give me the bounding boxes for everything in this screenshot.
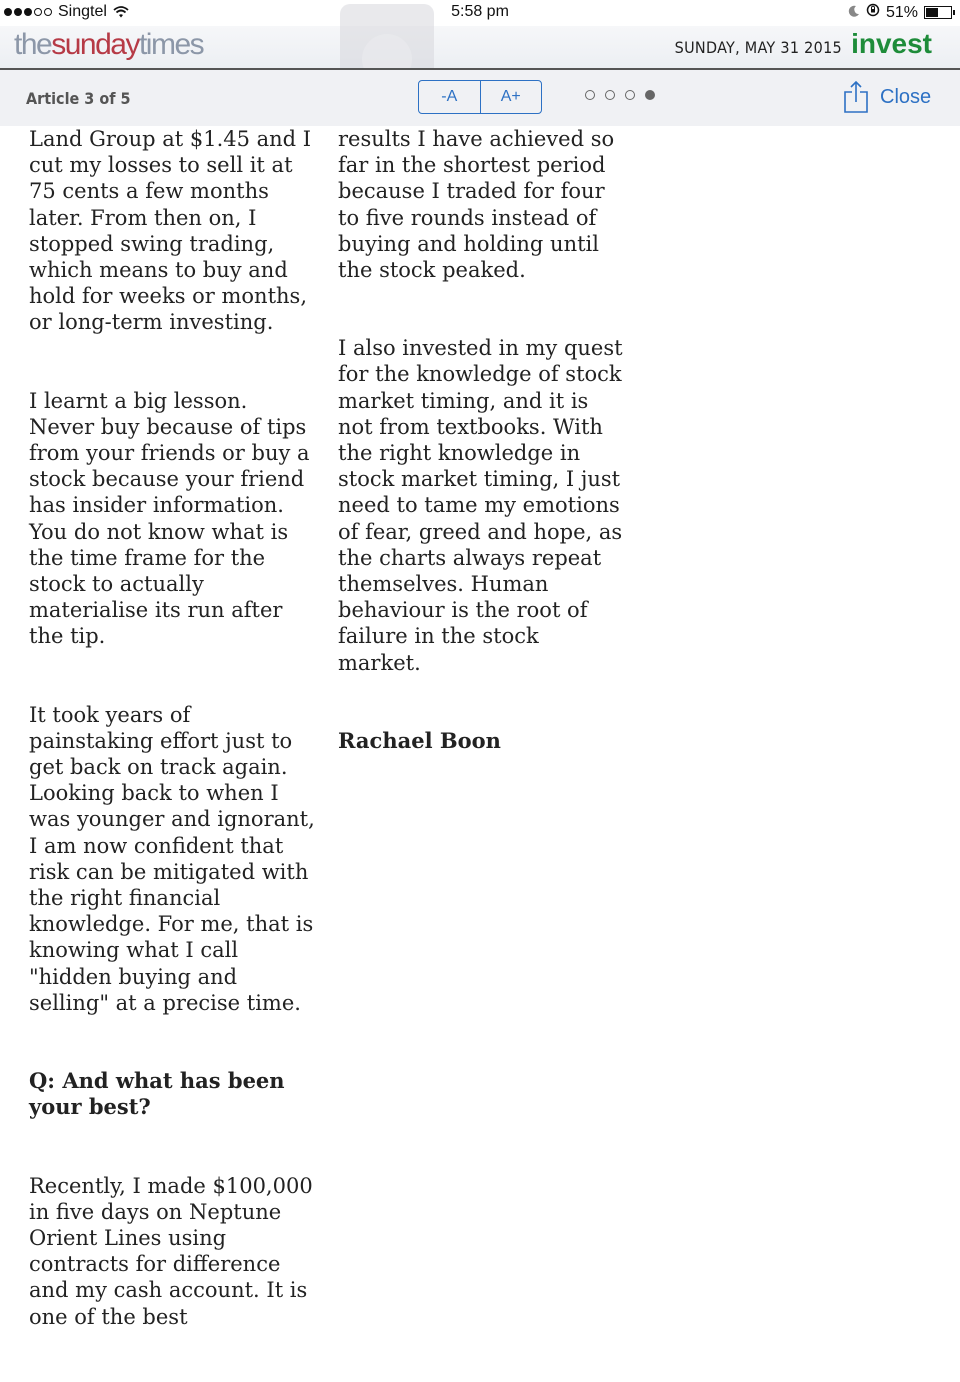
article-column-right — [338, 126, 628, 806]
status-time: 5:58 pm — [451, 3, 509, 20]
page-dot-2[interactable] — [605, 90, 615, 100]
interview-question: Q: And what has been your best? — [29, 1068, 285, 1120]
status-bar — [0, 0, 960, 26]
author-name: Rachael Boon — [338, 727, 501, 753]
page-dot-4[interactable] — [645, 90, 655, 100]
newspaper-logo: thesundaytimes — [14, 28, 204, 61]
page-dot-1[interactable] — [585, 90, 595, 100]
section-title: invest — [851, 28, 932, 59]
moon-icon — [848, 4, 860, 22]
article-toolbar — [0, 70, 960, 126]
share-icon[interactable] — [843, 80, 869, 114]
masthead — [0, 26, 960, 68]
font-decrease-button[interactable]: -A — [441, 88, 458, 105]
article-counter: Article 3 of 5 — [26, 89, 131, 108]
battery-icon — [924, 6, 952, 19]
paragraph: I also invested in my quest for the knowledge of stock market timing, and it is not from textbooks. With the right knowledge in stock market timing, I just need to tame my emotions of fear, greed and hope, as the charts always repeat themselves. Human behaviour is the root of failure in the stock market. — [338, 336, 623, 675]
status-right — [848, 3, 952, 22]
paragraph: Recently, I made $100,000 in five days on Neptune Orient Lines using contracts for difference and my cash account. It is one of the best — [29, 1173, 313, 1329]
rotation-lock-icon — [866, 3, 880, 22]
paragraph: I learnt a big lesson. Never buy because of tips from your friends or buy a stock because your friend has insider information. You do not know what is the time frame for the stock to actually materialise its run after the tip. — [29, 388, 310, 649]
paragraph: results I have achieved so far in the shortest period because I traded for four to five rounds instead of buying and holding until the stock peaked. — [338, 127, 615, 283]
issue-date: SUNDAY, MAY 31 2015 — [674, 38, 842, 57]
page-indicator[interactable] — [585, 90, 655, 100]
page-dot-3[interactable] — [625, 90, 635, 100]
battery-percent: 51% — [885, 3, 918, 21]
article-body — [0, 126, 960, 1329]
close-button[interactable]: Close — [880, 86, 932, 108]
article-column-left — [29, 126, 319, 1382]
font-increase-button[interactable]: A+ — [480, 81, 542, 113]
carrier-name: Singtel — [58, 3, 107, 20]
paragraph: Land Group at $1.45 and I cut my losses to sell it at 75 cents a few months later. From then on, I stopped swing trading, which means to buy and hold for weeks or months, or long-term investing. — [29, 127, 312, 335]
font-size-controls — [418, 80, 542, 114]
paragraph: It took years of painstaking effort just to get back on track again. Looking back to when I was younger and ignorant, I am now confident that risk can be mitigated with the right financial knowledge. For me, that is knowing what I call "hidden buying and selling" at a precise time. — [29, 702, 315, 1015]
